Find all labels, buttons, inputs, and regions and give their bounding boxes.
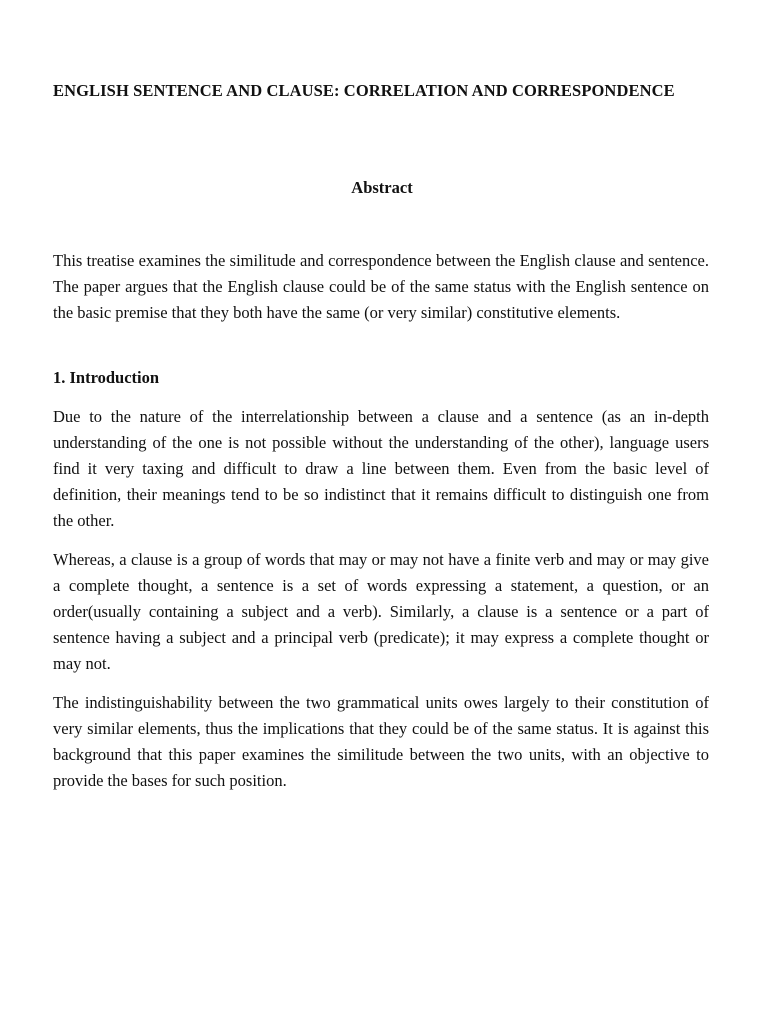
introduction-paragraph-3: The indistinguishability between the two grammatical units owes largely to their constitution of very similar elements, thus the implications that they could be of the same status. It is against this background that this paper examines the similitude between the two units, with an objective to provide the bases for such position. <box>53 693 709 790</box>
introduction-heading: 1. Introduction <box>53 368 160 387</box>
abstract-heading: Abstract <box>351 178 413 197</box>
abstract-paragraph: This treatise examines the similitude and correspondence between the English clause and sentence. The paper argues that the English clause could be of the same status with the English sentence on the basic premise that they both have the same (or very similar) constitutive elements. <box>53 251 709 322</box>
introduction-paragraph-2: Whereas, a clause is a group of words that may or may not have a finite verb and may or may give a complete thought, a sentence is a set of words expressing a statement, a question, or an order(usually containing a subject and a verb). Similarly, a clause is a sentence or a part of sentence having a subject and a principal verb (predicate); it may express a complete thought or may not. <box>53 550 709 673</box>
introduction-paragraph-1: Due to the nature of the interrelationship between a clause and a sentence (as an in-depth understanding of the one is not possible without the understanding of the other), language users find it very taxing and difficult to draw a line between them. Even from the basic level of definition, their meanings tend to be so indistinct that it remains difficult to distinguish one from the other. <box>53 407 709 530</box>
paper-title: ENGLISH SENTENCE AND CLAUSE: CORRELATION AND CORRESPONDENCE <box>53 81 675 100</box>
